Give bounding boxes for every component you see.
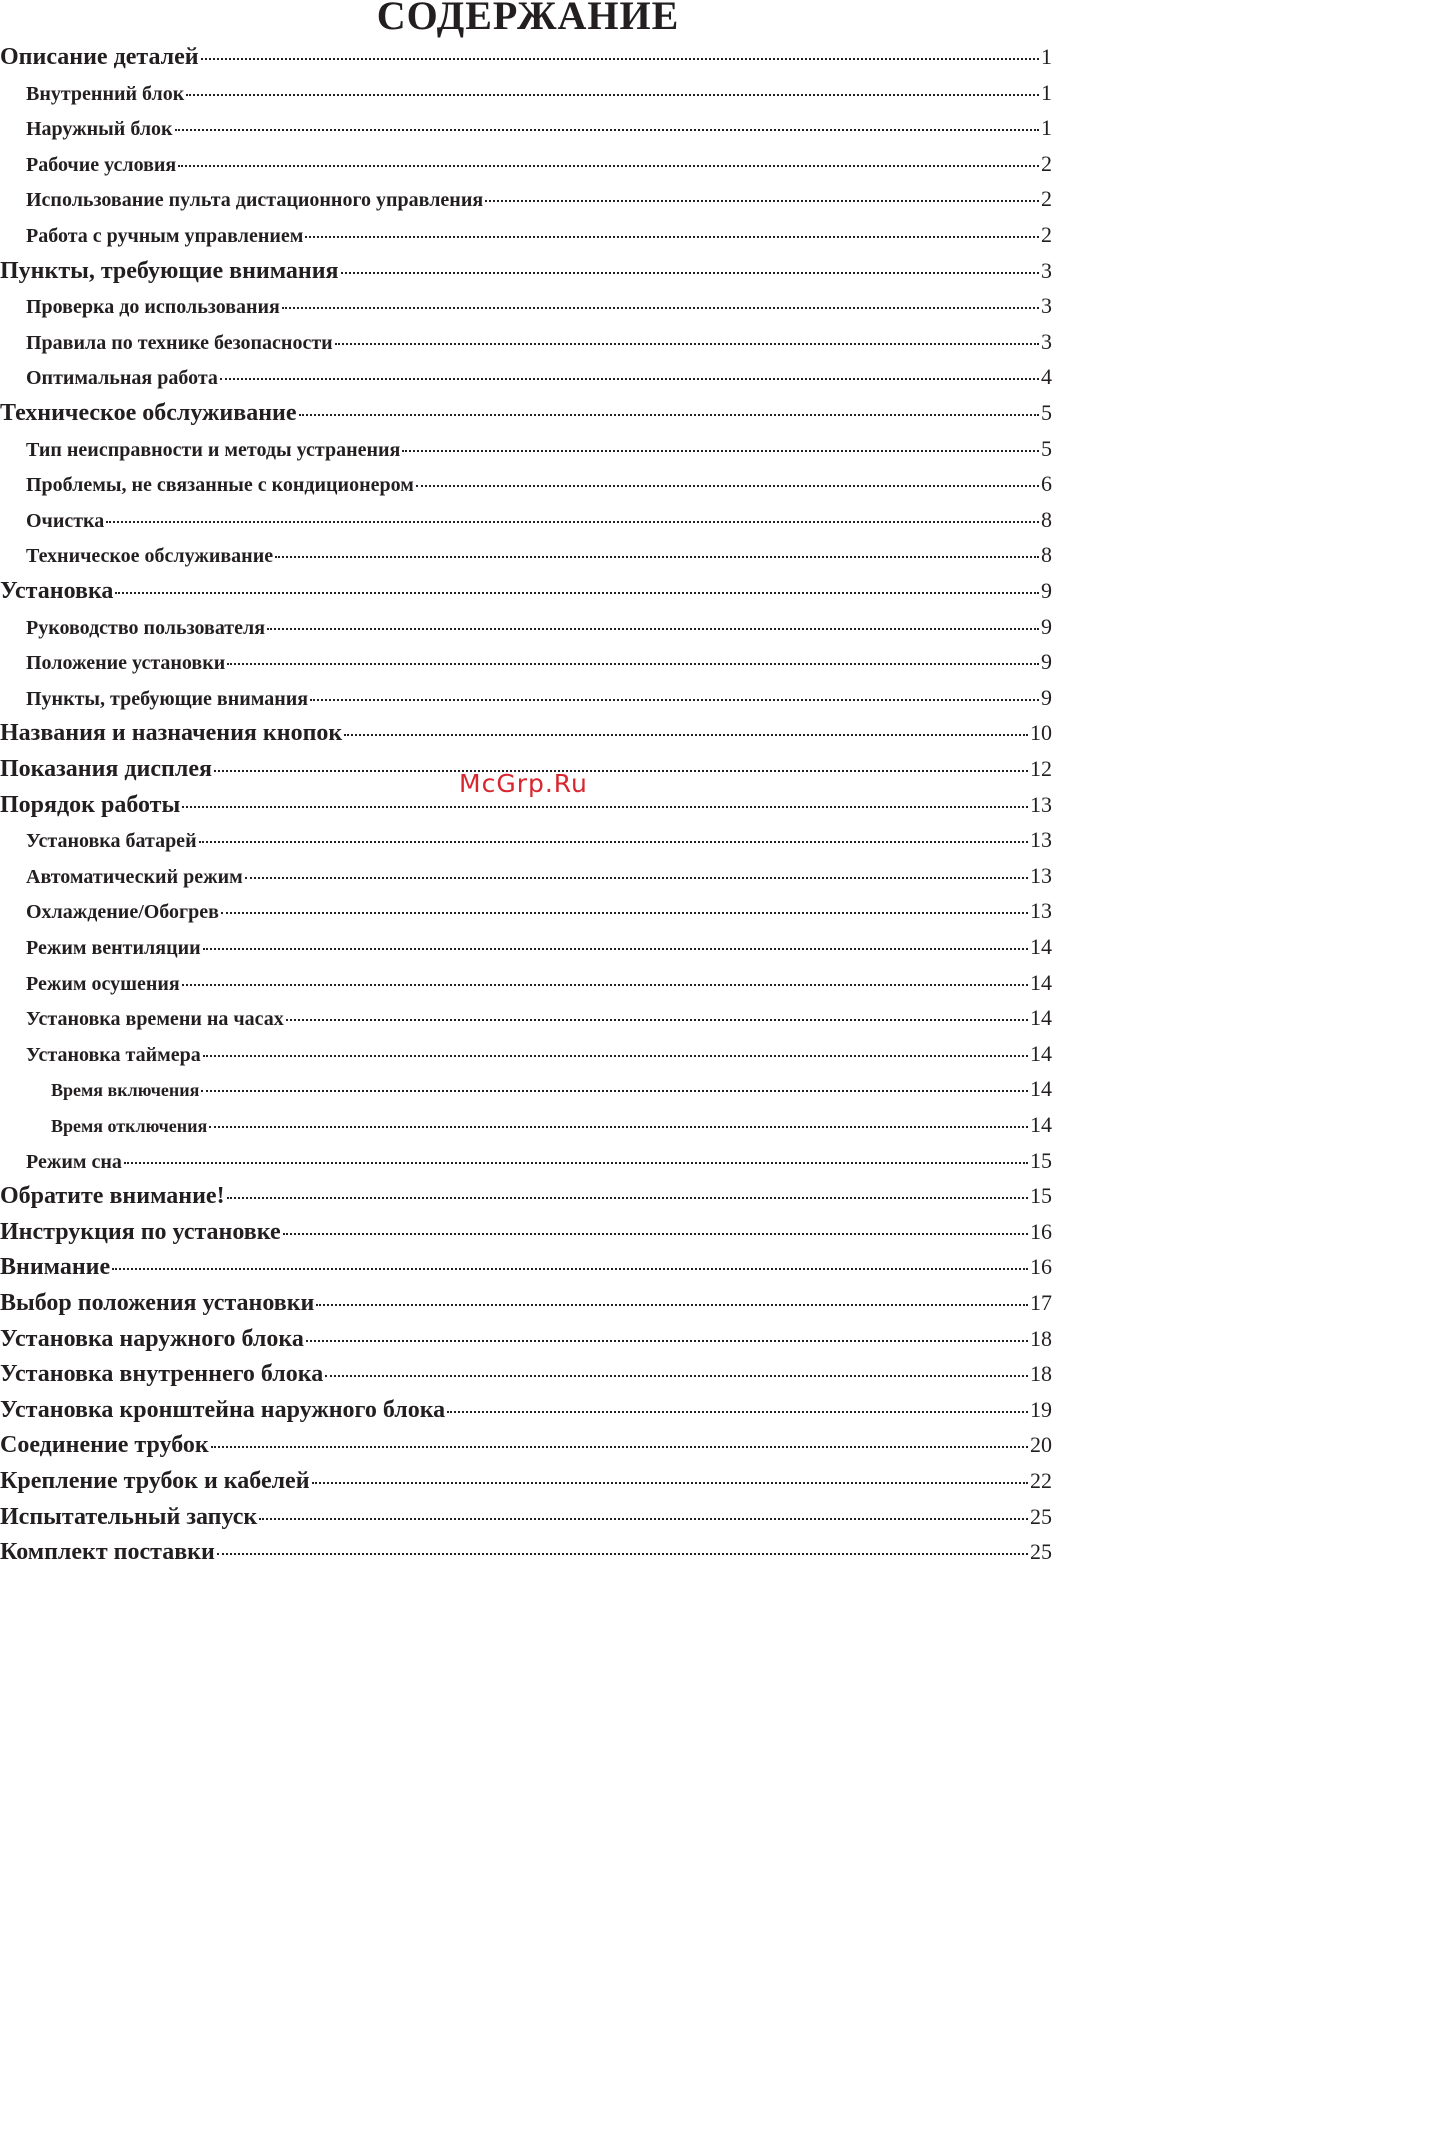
toc-entry-page-number: 18 <box>1030 1361 1052 1386</box>
toc-entry-title: Установка внутреннего блока <box>0 1361 324 1387</box>
toc-entry-title: Установка батарей <box>26 830 197 852</box>
toc-entry[interactable] <box>26 327 1052 358</box>
toc-entry[interactable] <box>26 896 1052 927</box>
toc-entry-page-number: 2 <box>1041 222 1052 247</box>
toc-entry[interactable] <box>26 505 1052 536</box>
toc-entry-page-number: 20 <box>1030 1432 1052 1457</box>
toc-entry-page-number: 15 <box>1030 1148 1052 1173</box>
dot-leader <box>335 343 1039 345</box>
toc-entry[interactable] <box>26 113 1052 144</box>
toc-entry-title: Установка таймера <box>26 1044 201 1066</box>
toc-entry-page-number: 15 <box>1030 1183 1052 1208</box>
toc-entry[interactable] <box>26 434 1052 465</box>
toc-entry-title: Тип неисправности и методы устранения <box>26 439 401 461</box>
dot-leader <box>178 165 1039 167</box>
toc-entry-page-number: 10 <box>1030 720 1052 745</box>
toc-entry-page-number: 13 <box>1030 898 1052 923</box>
toc-entry-page-number: 4 <box>1041 364 1052 389</box>
dot-leader <box>221 912 1028 914</box>
toc-entry[interactable] <box>0 398 1052 428</box>
toc-entry-page-number: 14 <box>1030 1076 1052 1101</box>
dot-leader <box>106 521 1039 523</box>
toc-entry-page-number: 25 <box>1030 1539 1052 1564</box>
toc-entry-page-number: 9 <box>1041 649 1052 674</box>
toc-entry-title: Установка времени на часах <box>26 1008 284 1030</box>
toc-entry[interactable] <box>0 576 1052 606</box>
toc-entry[interactable] <box>0 1252 1052 1282</box>
toc-entry-page-number: 8 <box>1041 507 1052 532</box>
toc-entry-page-number: 19 <box>1030 1397 1052 1422</box>
dot-leader <box>283 1233 1028 1235</box>
toc-entry[interactable] <box>26 861 1052 892</box>
dot-leader <box>305 236 1039 238</box>
toc-entry-page-number: 13 <box>1030 863 1052 888</box>
toc-entry-page-number: 2 <box>1041 151 1052 176</box>
toc-entry-page-number: 9 <box>1041 578 1052 603</box>
toc-entry-title: Пункты, требующие внимания <box>0 258 339 284</box>
toc-entry[interactable] <box>26 612 1052 643</box>
dot-leader <box>211 1446 1028 1448</box>
toc-entry-title: Рабочие условия <box>26 154 177 176</box>
dot-leader <box>182 806 1028 808</box>
dot-leader <box>259 1518 1028 1520</box>
toc-entry-title: Режим осушения <box>26 973 180 995</box>
dot-leader <box>203 948 1028 950</box>
dot-leader <box>186 94 1039 96</box>
toc-entry-title: Наружный блок <box>26 118 173 140</box>
toc-entry-page-number: 1 <box>1041 44 1052 69</box>
watermark: McGrp.Ru <box>459 769 588 798</box>
toc-entry-page-number: 1 <box>1041 115 1052 140</box>
dot-leader <box>316 1304 1028 1306</box>
dot-leader <box>124 1162 1028 1164</box>
toc-entry[interactable] <box>0 1359 1052 1389</box>
toc-entry[interactable] <box>26 540 1052 571</box>
toc-entry-title: Названия и назначения кнопок <box>0 720 343 746</box>
toc-entry[interactable] <box>26 932 1052 963</box>
toc-entry-title: Инструкция по установке <box>0 1219 281 1245</box>
toc-entry-page-number: 14 <box>1030 1041 1052 1066</box>
toc-entry[interactable] <box>51 1074 1052 1105</box>
toc-entry[interactable] <box>0 1288 1052 1318</box>
toc-entry-title: Руководство пользователя <box>26 617 266 639</box>
toc-entry-title: Внимание <box>0 1254 111 1280</box>
dot-leader <box>275 556 1039 558</box>
page-title: СОДЕРЖАНИЕ <box>376 0 680 38</box>
dot-leader <box>282 307 1039 309</box>
dot-leader <box>227 1197 1028 1199</box>
toc-entry-title: Соединение трубок <box>0 1432 209 1458</box>
toc-entry[interactable] <box>0 1502 1052 1532</box>
toc-entry[interactable] <box>26 1146 1052 1177</box>
toc-entry-title: Режим сна <box>26 1151 122 1173</box>
toc-entry-title: Установка кронштейна наружного блока <box>0 1397 446 1423</box>
toc-entry-page-number: 3 <box>1041 258 1052 283</box>
toc-entry[interactable] <box>0 1395 1052 1425</box>
dot-leader <box>201 1090 1028 1092</box>
toc-entry-title: Техническое обслуживание <box>26 545 274 567</box>
toc-entry[interactable] <box>26 1003 1052 1034</box>
toc-entry-title: Порядок работы <box>0 792 181 818</box>
dot-leader <box>306 1340 1028 1342</box>
dot-leader <box>344 734 1028 736</box>
dot-leader <box>175 129 1039 131</box>
toc-entry-title: Пункты, требующие внимания <box>26 688 309 710</box>
toc-entry-title: Показания дисплея <box>0 756 212 782</box>
toc-entry-page-number: 17 <box>1030 1290 1052 1315</box>
toc-entry-page-number: 13 <box>1030 827 1052 852</box>
toc-entry-title: Охлаждение/Обогрев <box>26 901 219 923</box>
toc-entry[interactable] <box>0 1181 1052 1211</box>
toc-entry-title: Использование пульта дистационного управления <box>26 189 484 211</box>
toc-entry-title: Режим вентиляции <box>26 937 201 959</box>
toc-entry-title: Описание деталей <box>0 44 199 70</box>
toc-entry-page-number: 18 <box>1030 1326 1052 1351</box>
toc-entry-page-number: 3 <box>1041 293 1052 318</box>
dot-leader <box>485 200 1039 202</box>
toc-entry-page-number: 16 <box>1030 1254 1052 1279</box>
dot-leader <box>112 1268 1028 1270</box>
dot-leader <box>310 699 1039 701</box>
dot-leader <box>447 1411 1028 1413</box>
toc-entry-title: Установка наружного блока <box>0 1326 304 1352</box>
dot-leader <box>209 1126 1028 1128</box>
toc-entry[interactable] <box>26 825 1052 856</box>
dot-leader <box>341 272 1039 274</box>
dot-leader <box>182 984 1028 986</box>
toc-entry[interactable] <box>26 1039 1052 1070</box>
toc-entry-title: Внутренний блок <box>26 83 185 105</box>
dot-leader <box>199 841 1028 843</box>
toc-entry-title: Установка <box>0 578 114 604</box>
dot-leader <box>227 663 1039 665</box>
toc-entry[interactable] <box>26 647 1052 678</box>
toc-entry-title: Крепление трубок и кабелей <box>0 1468 310 1494</box>
dot-leader <box>312 1482 1028 1484</box>
dot-leader <box>299 414 1039 416</box>
toc-entry-page-number: 14 <box>1030 934 1052 959</box>
toc-entry-page-number: 1 <box>1041 80 1052 105</box>
dot-leader <box>416 485 1039 487</box>
toc-entry-page-number: 6 <box>1041 471 1052 496</box>
toc-entry-page-number: 5 <box>1041 436 1052 461</box>
toc-entry-title: Правила по технике безопасности <box>26 332 333 354</box>
toc-entry-title: Проблемы, не связанные с кондиционером <box>26 474 414 496</box>
dot-leader <box>203 1055 1028 1057</box>
toc-entry-title: Комплект поставки <box>0 1539 215 1565</box>
toc-entry-page-number: 25 <box>1030 1504 1052 1529</box>
dot-leader <box>325 1375 1028 1377</box>
toc-entry-title: Оптимальная работа <box>26 367 218 389</box>
toc-entry[interactable] <box>0 1537 1052 1567</box>
toc-entry-page-number: 12 <box>1030 756 1052 781</box>
toc-entry-page-number: 9 <box>1041 685 1052 710</box>
dot-leader <box>402 450 1039 452</box>
toc-entry-page-number: 2 <box>1041 186 1052 211</box>
toc-entry-title: Очистка <box>26 510 105 532</box>
toc-entry-title: Время включения <box>51 1080 200 1100</box>
toc-entry[interactable] <box>0 1324 1052 1354</box>
toc-entry-page-number: 14 <box>1030 970 1052 995</box>
toc-entry[interactable] <box>0 1430 1052 1460</box>
toc-entry-title: Время отключения <box>51 1116 208 1136</box>
toc-entry-page-number: 9 <box>1041 614 1052 639</box>
toc-entry[interactable] <box>0 1466 1052 1496</box>
toc-entry-title: Выбор положения установки <box>0 1290 315 1316</box>
dot-leader <box>214 770 1028 772</box>
toc-entry-title: Автоматический режим <box>26 866 243 888</box>
toc-entry-page-number: 13 <box>1030 792 1052 817</box>
toc-entry[interactable] <box>26 683 1052 714</box>
toc-entry-title: Испытательный запуск <box>0 1504 258 1530</box>
toc-entry-page-number: 14 <box>1030 1005 1052 1030</box>
toc-entry-page-number: 8 <box>1041 542 1052 567</box>
toc-entry-page-number: 3 <box>1041 329 1052 354</box>
toc-entry-page-number: 14 <box>1030 1112 1052 1137</box>
toc-entry-title: Работа с ручным управлением <box>26 225 304 247</box>
dot-leader <box>267 628 1039 630</box>
toc-entry[interactable] <box>26 469 1052 500</box>
toc-entry-page-number: 5 <box>1041 400 1052 425</box>
toc-entry-page-number: 22 <box>1030 1468 1052 1493</box>
toc-entry[interactable] <box>0 42 1052 72</box>
toc-entry[interactable] <box>26 220 1052 251</box>
toc-entry-title: Обратите внимание! <box>0 1183 225 1209</box>
toc-entry-title: Техническое обслуживание <box>0 400 297 426</box>
toc-entry[interactable] <box>26 149 1052 180</box>
toc-entry[interactable] <box>26 78 1052 109</box>
dot-leader <box>286 1019 1028 1021</box>
toc-entry[interactable] <box>0 256 1052 286</box>
toc-entry-title: Положение установки <box>26 652 226 674</box>
toc-entry[interactable] <box>26 184 1052 215</box>
dot-leader <box>220 378 1039 380</box>
dot-leader <box>201 58 1039 60</box>
toc-entry-page-number: 16 <box>1030 1219 1052 1244</box>
dot-leader <box>217 1553 1028 1555</box>
toc-entry[interactable] <box>26 362 1052 393</box>
toc-entry[interactable] <box>51 1110 1052 1141</box>
dot-leader <box>115 592 1039 594</box>
toc-entry[interactable] <box>26 968 1052 999</box>
toc-entry[interactable] <box>26 291 1052 322</box>
dot-leader <box>245 877 1028 879</box>
toc-entry[interactable] <box>0 1217 1052 1247</box>
toc-entry-title: Проверка до использования <box>26 296 280 318</box>
toc-entry[interactable] <box>0 718 1052 748</box>
